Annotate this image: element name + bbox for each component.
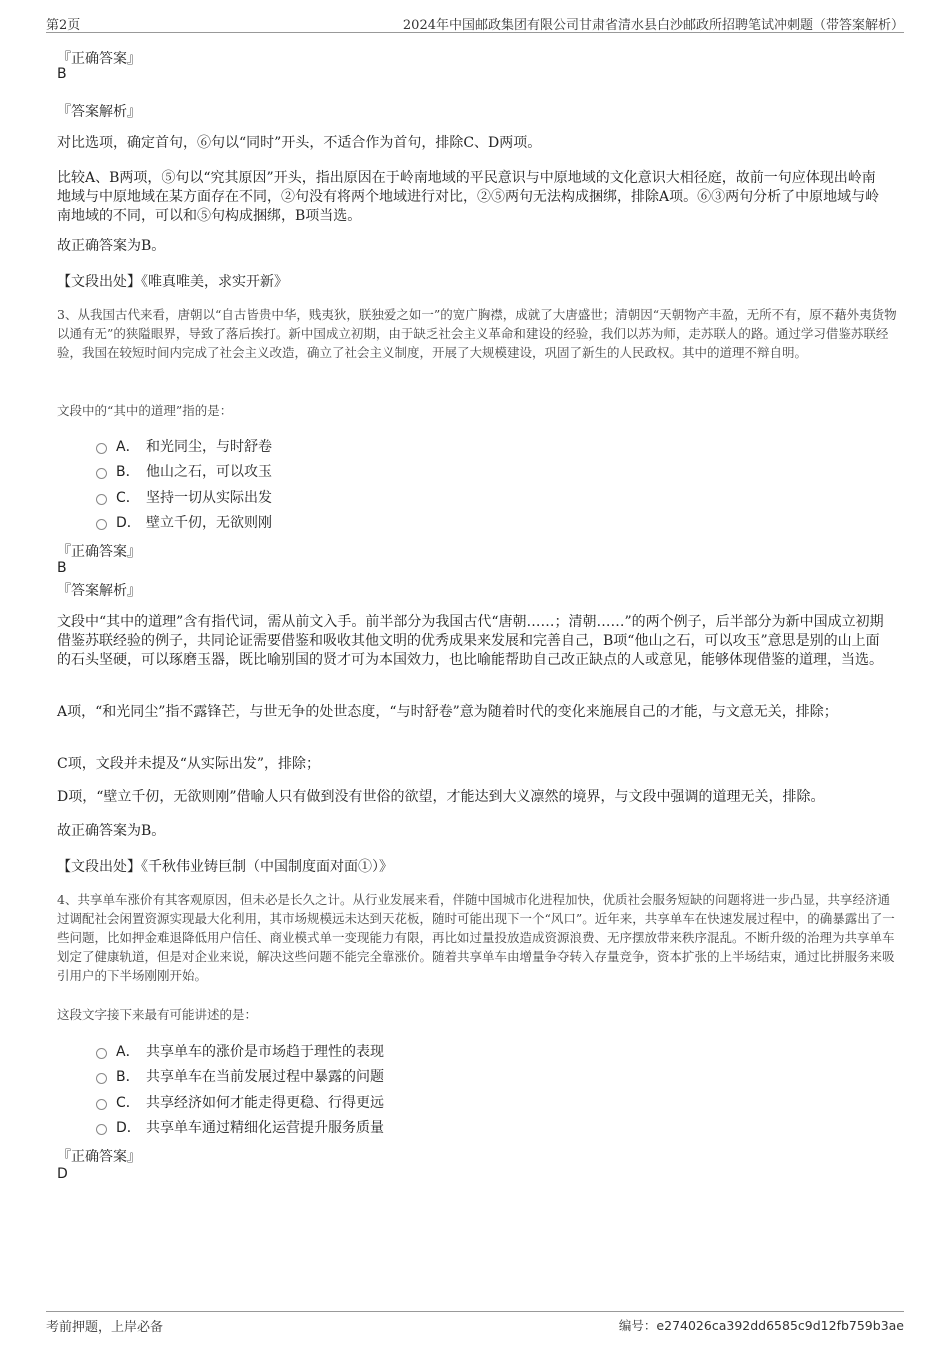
radio-icon[interactable] (96, 443, 107, 454)
option-letter: C． (116, 490, 140, 506)
source-citation: 【文段出处】《千秋伟业铸巨制（中国制度面对面①）》 (57, 859, 393, 875)
analysis-label: 『答案解析』 (57, 583, 141, 599)
analysis-paragraph: 比较A、B两项，⑤句以“究其原因”开头，指出原因在于岭南地域的平民意识与中原地域的文化意识大相径庭，故前一句应体现出岭南地域与中原地域在某方面存在不同，②句没有将两个地域进行对比，②⑤两句无法构成捆绑，排除A项。⑥③两句分析了中原地域与岭南地域的不同，可以和⑤句构成捆绑，B项当选。 (57, 170, 880, 224)
analysis-paragraph: 故正确答案为B。 (57, 238, 166, 254)
option-letter: A． (116, 439, 140, 455)
radio-icon[interactable] (96, 1048, 107, 1059)
answer-value: D (57, 1166, 68, 1182)
analysis-label: 『答案解析』 (57, 104, 141, 120)
option-text: 共享单车的涨价是市场趋于理性的表现 (146, 1044, 384, 1060)
radio-icon[interactable] (96, 1099, 107, 1110)
question-text: 4、共享单车涨价有其客观原因，但未必是长久之计。从行业发展来看，伴随中国城市化进程加快，优质社会服务短缺的问题将进一步凸显，共享经济通过调配社会闲置资源实现最大化利用，其市场规模远未达到天花板，随时可能出现下一个“风口”。近年来，共享单车在快速发展过程中，的确暴露出了一些问题，比如押金难退降低用户信任、商业模式单一变现能力有限，再比如过量投放造成资源浪费、无序摆放带来秩序混乱。不断升级的治理为共享单车划定了健康轨道，但是对企业来说，解决这些问题不能完全靠涨价。随着共享单车由增量争夺转入存量竞争，资本扩张的上半场结束，通过比拼服务来吸引用户的下半场刚刚开始。 (57, 892, 895, 983)
answer-label: 『正确答案』 (57, 51, 141, 67)
source-citation: 【文段出处】《唯真唯美，求实开新》 (57, 274, 288, 290)
analysis-paragraph: D项，“壁立千仞，无欲则刚”借喻人只有做到没有世俗的欲望，才能达到大义凛然的境界，与文段中强调的道理无关，排除。 (57, 789, 825, 805)
option-letter: A． (116, 1044, 140, 1060)
option-b[interactable] (96, 461, 272, 481)
option-text: 共享经济如何才能走得更稳、行得更远 (146, 1095, 384, 1111)
option-text: 共享单车通过精细化运营提升服务质量 (146, 1120, 384, 1136)
page-header (46, 12, 904, 33)
radio-icon[interactable] (96, 494, 107, 505)
option-c[interactable] (96, 1092, 384, 1112)
analysis-paragraph: C项，文段并未提及“从实际出发”，排除； (57, 756, 321, 772)
option-a[interactable] (96, 1041, 384, 1061)
option-c[interactable] (96, 487, 272, 507)
question-prompt: 这段文字接下来最有可能讲述的是： (57, 1007, 258, 1022)
analysis-paragraph: A项，“和光同尘”指不露锋芒，与世无争的处世态度，“与时舒卷”意为随着时代的变化来施展自己的才能，与文意无关，排除； (57, 704, 838, 720)
footer-tip: 考前押题，上岸必备 (46, 1320, 164, 1335)
option-text: 坚持一切从实际出发 (146, 490, 272, 506)
analysis-paragraph: 文段中“其中的道理”含有指代词，需从前文入手。前半部分为我国古代“唐朝……；清朝……”的两个例子，后半部分为新中国成立初期借鉴苏联经验的例子，共同论证需要借鉴和吸收其他文明的优秀成果来发展和完善自己，B项“他山之石，可以攻玉”意思是别的山上面的石头坚硬，可以琢磨玉器，既比喻别国的贤才可为本国效力，也比喻能帮助自己改正缺点的人或意见，能够体现借鉴的道理，当选。 (57, 614, 884, 668)
answer-value: B (57, 66, 67, 82)
answer-value: B (57, 560, 67, 576)
radio-icon[interactable] (96, 1073, 107, 1084)
page-number: 第2页 (46, 18, 81, 33)
option-d[interactable] (96, 512, 272, 532)
option-letter: D． (116, 1120, 141, 1136)
option-letter: C． (116, 1095, 140, 1111)
radio-icon[interactable] (96, 1124, 107, 1135)
page-footer (46, 1311, 904, 1338)
analysis-paragraph: 对比选项，确定首句，⑥句以“同时”开头，不适合作为首句，排除C、D两项。 (57, 135, 542, 151)
option-letter: B． (116, 464, 140, 480)
option-text: 和光同尘，与时舒卷 (146, 439, 272, 455)
option-text: 壁立千仞，无欲则刚 (146, 515, 272, 531)
option-a[interactable] (96, 436, 272, 456)
option-b[interactable] (96, 1066, 384, 1086)
analysis-paragraph: 故正确答案为B。 (57, 823, 166, 839)
document-title: 2024年中国邮政集团有限公司甘肃省清水县白沙邮政所招聘笔试冲刺题（带答案解析） (402, 18, 904, 33)
question-text: 3、从我国古代来看，唐朝以“自古皆贵中华，贱夷狄，朕独爱之如一”的宽广胸襟，成就了大唐盛世；清朝因“天朝物产丰盈，无所不有，原不藉外夷货物以通有无”的狭隘眼界，导致了落后挨打。新中国成立初期，由于缺乏社会主义革命和建设的经验，我们以苏为师，走苏联人的路。通过学习借鉴苏联经验，我国在较短时间内完成了社会主义改造，确立了社会主义制度，开展了大规模建设，巩固了新生的人民政权。其中的道理不辩自明。 (57, 307, 897, 360)
radio-icon[interactable] (96, 468, 107, 479)
answer-label: 『正确答案』 (57, 1149, 141, 1165)
option-text: 他山之石，可以攻玉 (146, 464, 272, 480)
option-d[interactable] (96, 1117, 384, 1137)
question-prompt: 文段中的“其中的道理”指的是： (57, 403, 233, 418)
radio-icon[interactable] (96, 519, 107, 530)
option-text: 共享单车在当前发展过程中暴露的问题 (146, 1069, 384, 1085)
answer-label: 『正确答案』 (57, 544, 141, 560)
option-letter: B． (116, 1069, 140, 1085)
document-serial: 编号：e274026ca392dd6585c9d12fb759b3ae (618, 1318, 904, 1333)
option-letter: D． (116, 515, 141, 531)
